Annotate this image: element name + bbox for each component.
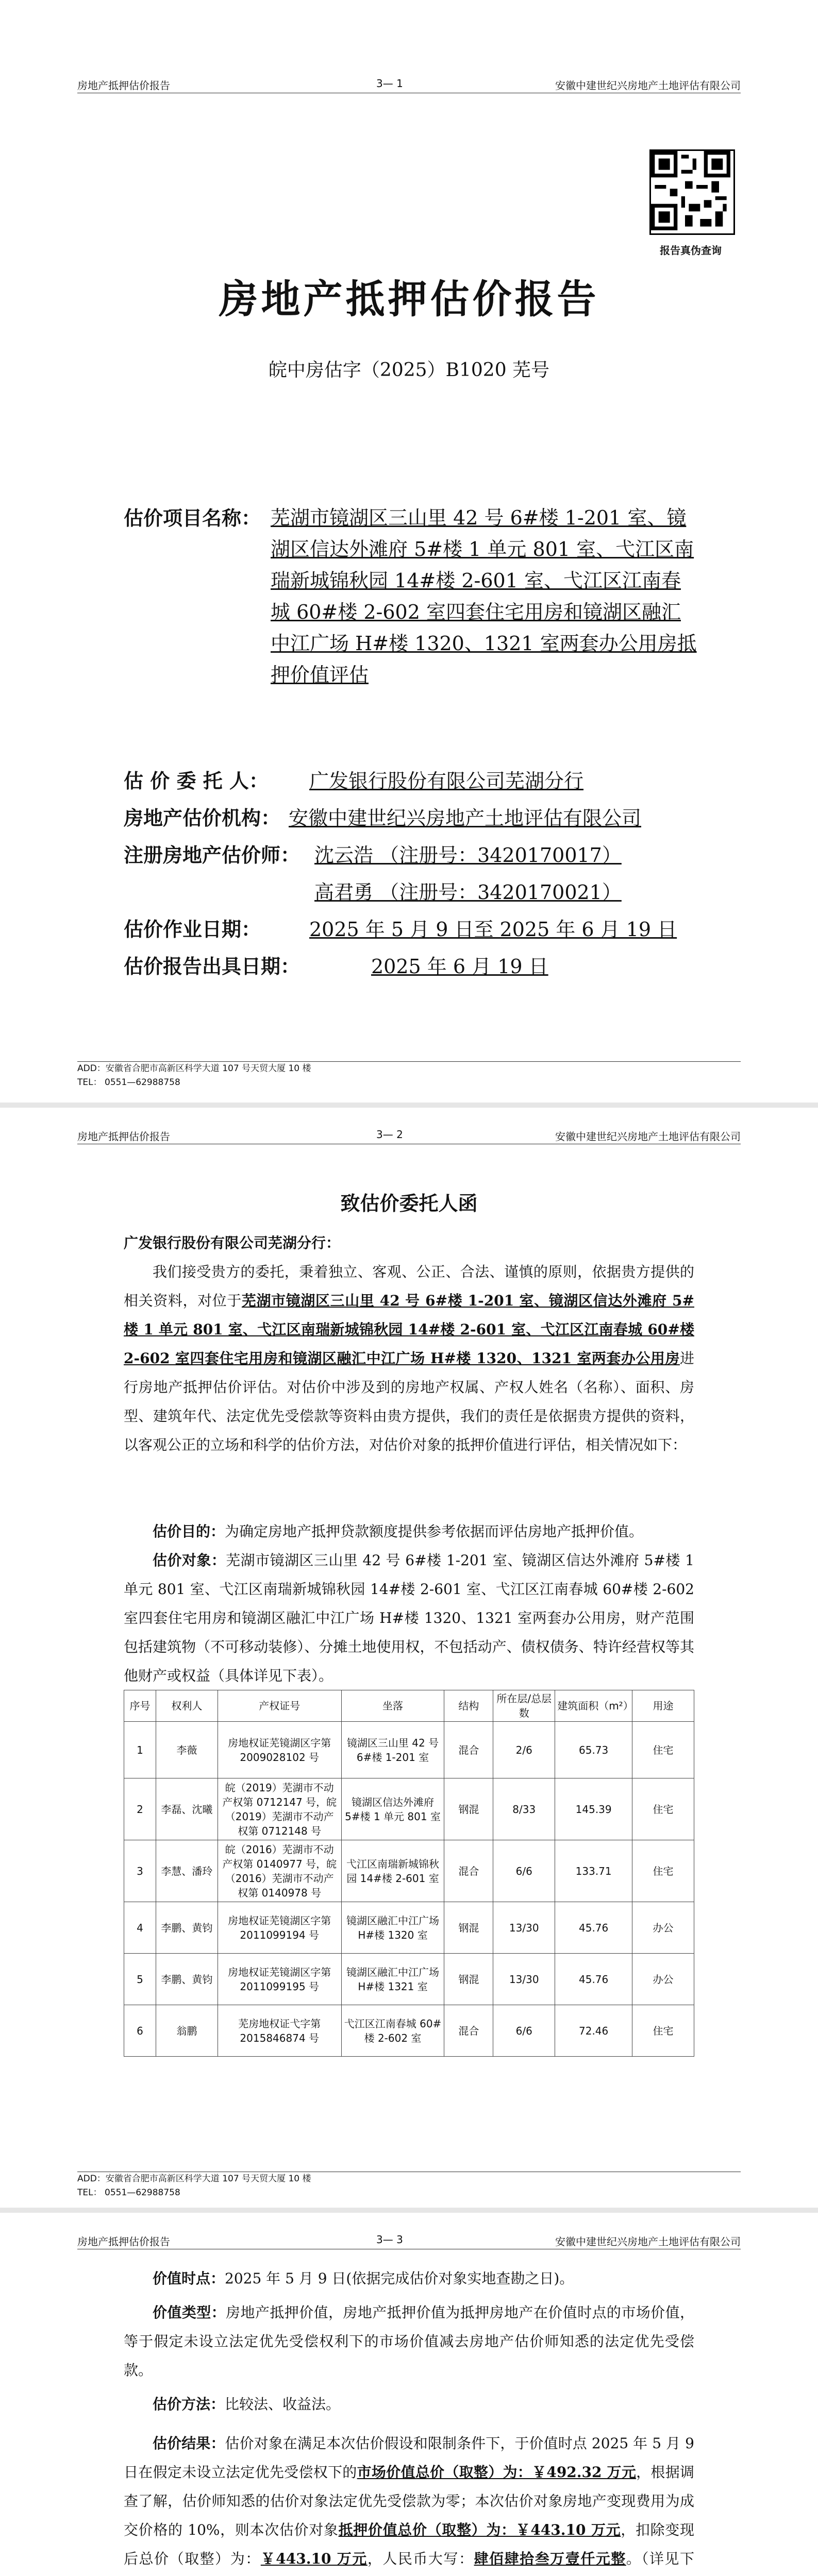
table-cell: 45.76	[555, 1902, 632, 1954]
table-cell: 住宅	[632, 1840, 694, 1902]
addressee: 广发银行股份有限公司芜湖分行：	[124, 1234, 341, 1251]
issue-date-value: 2025 年 6 月 19 日	[371, 955, 548, 978]
running-header: 房地产抵押估价报告 3— 1 安徽中建世纪兴房地产土地评估有限公司	[77, 77, 741, 93]
agency-label: 房地产估价机构：	[124, 806, 281, 829]
table-cell: 45.76	[555, 1954, 632, 2005]
table-cell: 钢混	[444, 1954, 493, 2005]
table-row	[124, 2005, 694, 2057]
table-cell: 2	[124, 1778, 156, 1840]
cover-title: 房地产抵押估价报告	[219, 276, 599, 322]
issue-date-label: 估价报告出具日期：	[124, 955, 301, 978]
work-date-label: 估价作业日期：	[124, 918, 261, 941]
table-cell: 弋江区南瑞新城锦秋园 14#楼 2-601 室	[341, 1840, 444, 1902]
appraiser-1: 沈云浩 （注册号：3420170017）	[314, 844, 622, 867]
project-value: 芜湖市镜湖区三山里 42 号 6#楼 1-201 室、镜 湖区信达外滩府 5#楼 1 单元 801 室、弋江区南 瑞新城锦秋园 14#楼 2-601 室、弋江区江南春 城 60#楼 2-602 室四套住宅用房和镜湖区融汇 中江广场 H#楼 1320、1321 室两套办公用房抵 押价值评估	[271, 506, 697, 686]
table-cell: 办公	[632, 1902, 694, 1954]
project-label: 估价项目名称：	[124, 506, 261, 530]
page-1	[0, 0, 818, 1103]
table-cell: 6/6	[493, 1840, 555, 1902]
table-cell: 镜湖区三山里 42 号 6#楼 1-201 室	[341, 1722, 444, 1778]
table-cell: 李鹏、黄钧	[156, 1954, 218, 2005]
appraiser-2: 高君勇 （注册号：3420170021）	[314, 881, 622, 904]
client-value: 广发银行股份有限公司芜湖分行	[309, 770, 584, 792]
table-cell: 133.71	[555, 1840, 632, 1902]
table-row	[124, 1778, 694, 1840]
table-cell: 房地权证芜镜湖区字第 2011099195 号	[218, 1954, 341, 2005]
table-row	[124, 1722, 694, 1778]
table-cell: 8/33	[493, 1778, 555, 1840]
footer: ADD：安徽省合肥市高新区科学大道 107 号天贸大厦 10 楼 TEL： 0551—62988758	[77, 1061, 741, 1093]
table-cell: 李磊、沈曦	[156, 1778, 218, 1840]
table-cell: 混合	[444, 1722, 493, 1778]
table-cell: 6	[124, 2005, 156, 2057]
table-cell: 3	[124, 1840, 156, 1902]
table-cell: 房地权证芜镜湖区字第 2009028102 号	[218, 1722, 341, 1778]
table-cell: 芜房地权证弋字第 2015846874 号	[218, 2005, 341, 2057]
object-list-highlight: 芜湖市镜湖区三山里 42 号 6#楼 1-201 室、镜湖区信达外滩府 5#楼 1 单元 801 室、弋江区南瑞新城锦秋园 14#楼 2-601 室、弋江区江南春城 60#楼 2-602 室四套住宅用房和镜湖区融汇中江广场 H#楼 1320、1321 室两套办公用房	[124, 1292, 694, 1367]
qr-caption: 报告真伪查询	[660, 244, 722, 257]
object-paragraph: 估价对象：芜湖市镜湖区三山里 42 号 6#楼 1-201 室、镜湖区信达外滩府 5#楼 1 单元 801 室、弋江区南瑞新城锦秋园 14#楼 2-601 室、弋江区江南春城 60#楼 2-602 室四套住宅用房和镜湖区融汇中江广场 H#楼 1320、1321 室两套办公用房，财产范围包括建筑物（不可移动装修）、分摊土地使用权，不包括动产、债权债务、特许经营权等其他财产或权益（具体详见下表）。	[124, 1552, 694, 1684]
table-cell: 6/6	[493, 2005, 555, 2057]
table-cell: 钢混	[444, 1902, 493, 1954]
appraiser-label: 注册房地产估价师：	[124, 843, 301, 867]
agency-value: 安徽中建世纪兴房地产土地评估有限公司	[289, 807, 642, 829]
table-cell: 2/6	[493, 1722, 555, 1778]
table-cell: 镜湖区信达外滩府 5#楼 1 单元 801 室	[341, 1778, 444, 1840]
table-row	[124, 1954, 694, 2005]
table-cell: 镜湖区融汇中江广场 H#楼 1321 室	[341, 1954, 444, 2005]
table-cell: 房地权证芜镜湖区字第 2011099194 号	[218, 1902, 341, 1954]
table-cell: 72.46	[555, 2005, 632, 2057]
table-cell: 弋江区江南春城 60#楼 2-602 室	[341, 2005, 444, 2057]
table-row	[124, 1840, 694, 1902]
letter-title: 致估价委托人函	[340, 1192, 478, 1215]
table-cell: 皖（2019）芜湖市不动产权第 0712147 号，皖（2019）芜湖市不动产权第 0712148 号	[218, 1778, 341, 1840]
qr-code[interactable]	[649, 149, 735, 235]
work-date-value: 2025 年 5 月 9 日至 2025 年 6 月 19 日	[309, 918, 677, 941]
table-cell: 5	[124, 1954, 156, 2005]
table-cell: 住宅	[632, 1778, 694, 1840]
table-cell: 13/30	[493, 1902, 555, 1954]
table-cell: 李薇	[156, 1722, 218, 1778]
table-cell: 李慧、潘玲	[156, 1840, 218, 1902]
table-header-row: 序号 权利人 产权证号 坐落 结构 所在层/总层数 建筑面积（m²） 用途	[124, 1690, 694, 1722]
table-cell: 混合	[444, 1840, 493, 1902]
client-label: 估 价 委 托 人：	[124, 769, 269, 792]
report-number: 皖中房估字（2025）B1020 芜号	[268, 360, 550, 381]
purpose-paragraph: 估价目的：为确定房地产抵押贷款额度提供参考依据而评估房地产抵押价值。	[153, 1523, 644, 1540]
table-cell: 钢混	[444, 1778, 493, 1840]
table-cell: 皖（2016）芜湖市不动产权第 0140977 号，皖（2016）芜湖市不动产权第 0140978 号	[218, 1840, 341, 1902]
table-cell: 混合	[444, 2005, 493, 2057]
table-cell: 4	[124, 1902, 156, 1954]
table-cell: 镜湖区融汇中江广场 H#楼 1320 室	[341, 1902, 444, 1954]
running-header: 房地产抵押估价报告 3— 3 安徽中建世纪兴房地产土地评估有限公司	[77, 2233, 741, 2249]
property-table	[124, 1690, 694, 2057]
table-cell: 13/30	[493, 1954, 555, 2005]
value-type-paragraph: 价值类型：房地产抵押价值，房地产抵押价值为抵押房地产在价值时点的市场价值，等于假定未设立法定优先受偿权利下的市场价值减去房地产估价师知悉的法定优先受偿款。	[124, 2304, 694, 2379]
table-cell: 住宅	[632, 2005, 694, 2057]
table-cell: 住宅	[632, 1722, 694, 1778]
table-row	[124, 1902, 694, 1954]
footer: ADD：安徽省合肥市高新区科学大道 107 号天贸大厦 10 楼 TEL： 0551—62988758	[77, 2172, 741, 2203]
table-cell: 李鹏、黄钧	[156, 1902, 218, 1954]
table-cell: 翁鹏	[156, 2005, 218, 2057]
page-3	[0, 2213, 818, 2576]
value-date-paragraph: 价值时点：2025 年 5 月 9 日(依据完成估价对象实地查勘之日)。	[153, 2270, 574, 2287]
running-header: 房地产抵押估价报告 3— 2 安徽中建世纪兴房地产土地评估有限公司	[77, 1128, 741, 1144]
table-cell: 1	[124, 1722, 156, 1778]
result-paragraph: 估价结果：估价对象在满足本次估价假设和限制条件下，于价值时点 2025 年 5 月 9 日在假定未设立法定优先受偿权下的市场价值总价（取整）为：￥492.32 万元，根据调查了解，估价师知悉的估价对象法定优先受偿款为零；本次估价对象房地产变现费用为成交价格的 10%，则本次估价对象抵押价值总价（取整）为：￥443.10 万元，扣除变现后总价（取整）为：￥443.10 万元，人民币大写：肆佰肆拾叁万壹仟元整。（详见下	[124, 2435, 694, 2567]
table-cell: 145.39	[555, 1778, 632, 1840]
table-cell: 办公	[632, 1954, 694, 2005]
intro-paragraph: 我们接受贵方的委托，秉着独立、客观、公正、合法、谨慎的原则，依据贵方提供的相关资料，对位于芜湖市镜湖区三山里 42 号 6#楼 1-201 室、镜湖区信达外滩府 5#楼 1 单元 801 室、弋江区南瑞新城锦秋园 14#楼 2-601 室、弋江区江南春城 60#楼 2-602 室四套住宅用房和镜湖区融汇中江广场 H#楼 1320、1321 室两套办公用房进行房地产抵押估价评估。对估价中涉及到的房地产权属、产权人姓名（名称）、面积、房型、建筑年代、法定优先受偿款等资料由贵方提供，我们的责任是依据贵方提供的资料，以客观公正的立场和科学的估价方法，对估价对象的抵押价值进行评估，相关情况如下：	[124, 1263, 694, 1453]
table-cell: 65.73	[555, 1722, 632, 1778]
page-2	[0, 1108, 818, 2208]
method-paragraph: 估价方法：比较法、收益法。	[153, 2396, 341, 2413]
